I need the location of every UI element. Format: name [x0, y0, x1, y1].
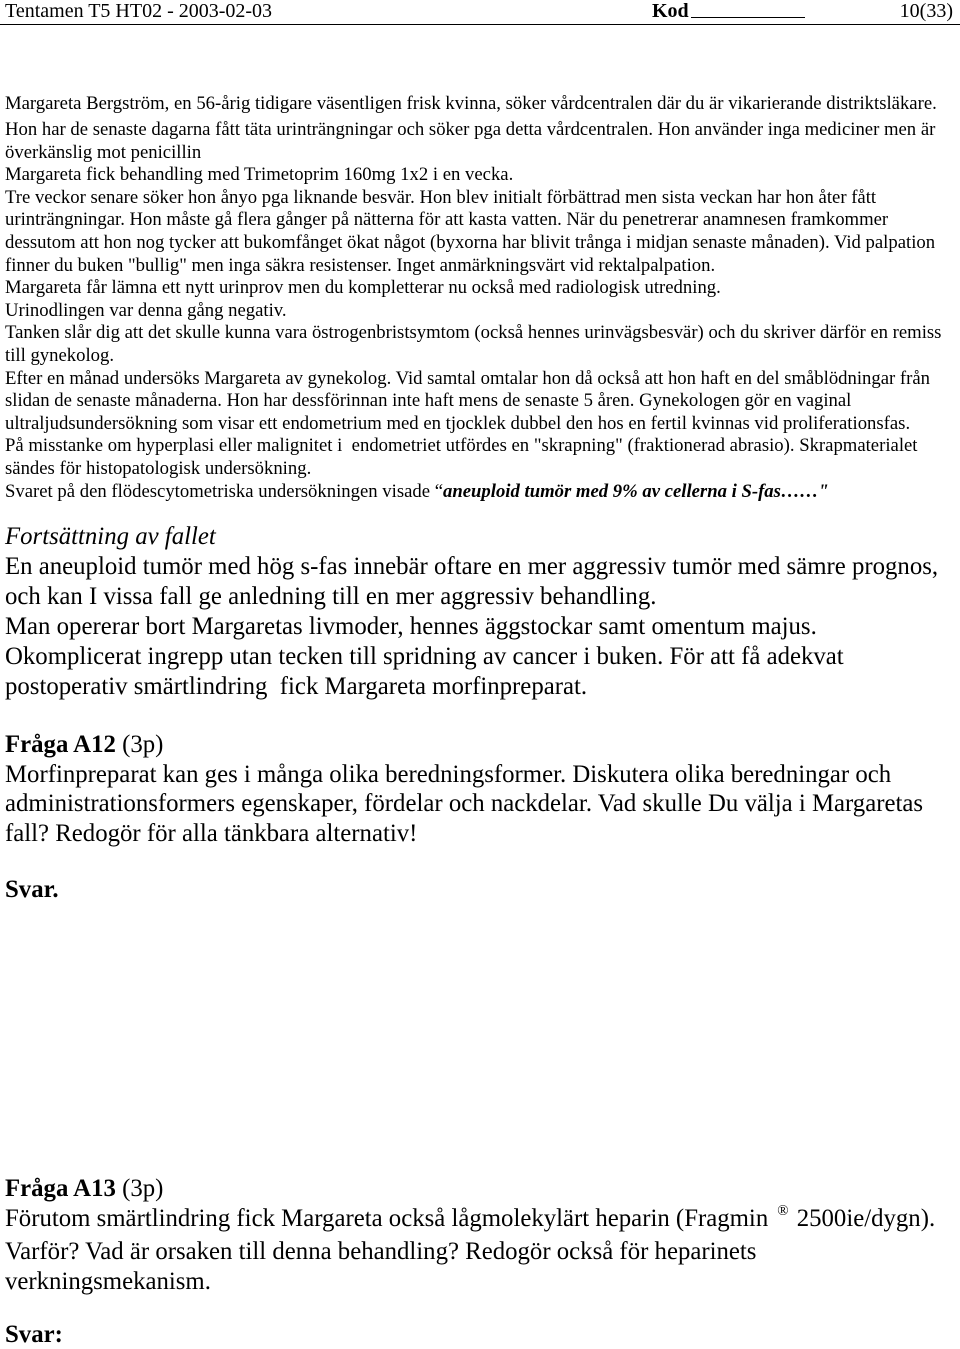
case-line: ultraljudsundersökning som visar ett endometrium med en tjocklek dubbel den hos en fertil kvinnas vid proliferationsfas.	[5, 412, 911, 434]
case-result-finding: aneuploid tumör med 9% av cellerna i S-fas……"	[443, 480, 829, 502]
question-a12-line: fall? Redogör för alla tänkbara alternativ!	[5, 819, 418, 847]
case-line: överkänslig mot penicillin	[5, 141, 202, 163]
question-a12-heading	[5, 730, 923, 760]
case-continuation	[5, 522, 938, 702]
case-line: Hon har de senaste dagarna fått täta urinträngningar och söker pga detta vårdcentralen. Hon använder inga mediciner men är	[5, 119, 936, 140]
case-line: Urinodlingen var denna gång negativ.	[5, 299, 287, 321]
question-a13-line-start: Förutom smärtlindring fick Margareta också lågmolekylärt heparin (Fragmin	[5, 1205, 769, 1232]
case-line: Efter en månad undersöks Margareta av gynekolog. Vid samtal omtalar hon då också att hon haft en del småblödningar från	[5, 367, 931, 389]
case-line: sändes för histopatologisk undersökning.	[5, 457, 312, 479]
exam-title: Tentamen T5 HT02 - 2003-02-03	[5, 0, 273, 22]
registered-trademark-icon: ®	[777, 1202, 789, 1219]
answer-a12	[5, 875, 59, 905]
question-a12-line: Morfinpreparat kan ges i många olika beredningsformer. Diskutera olika beredningar och	[5, 760, 892, 788]
header-rule	[0, 24, 960, 25]
code-label: Kod	[652, 0, 689, 22]
question-a13-line: Varför? Vad är orsaken till denna behandling? Redogör också för heparinets	[5, 1238, 757, 1265]
continuation-line: Okomplicerat ingrepp utan tecken till spridning av cancer i buken. För att få adekvat	[5, 643, 844, 670]
page-header	[0, 0, 960, 22]
case-result-line	[5, 481, 941, 504]
case-intro-line: Margareta Bergström, en 56-årig tidigare väsentligen frisk kvinna, söker vårdcentralen där du är vikarierande distriktsläkare.	[5, 93, 937, 114]
case-line: finner du buken "bullig" men inga säkra resistenser. Inget anmärkningsvärt vid rektalpalpation.	[5, 254, 716, 276]
continuation-line: En aneuploid tumör med hög s-fas innebär oftare en mer aggressiv tumör med sämre prognos,	[5, 553, 939, 580]
question-a13-points: (3p)	[122, 1175, 164, 1202]
question-a13-label: Fråga A13	[5, 1175, 116, 1202]
question-a13	[5, 1174, 935, 1297]
question-a12	[5, 730, 923, 848]
question-a13-line	[5, 1204, 935, 1237]
case-result-prefix: Svaret på den flödescytometriska undersökningen visade “	[5, 480, 443, 502]
question-a12-points: (3p)	[122, 731, 164, 758]
page-number: 10(33)	[899, 0, 953, 22]
case-line: till gynekolog.	[5, 344, 115, 366]
case-line: På misstanke om hyperplasi eller malignitet i endometriet utfördes en "skrapning" (fraktionerad abrasio). Skrapmaterialet	[5, 435, 918, 457]
answer-a13-label: Svar:	[5, 1321, 63, 1348]
code-blank-line	[691, 17, 805, 18]
case-line: Margareta fick behandling med Trimetoprim 160mg 1x2 i en vecka.	[5, 164, 514, 186]
case-line: Margareta får lämna ett nytt urinprov men du kompletterar nu också med radiologisk utredning.	[5, 277, 721, 299]
case-line: slidan de senaste månaderna. Hon har dessförinnan inte haft mens de senaste 5 åren. Gynekologen gör en vaginal	[5, 390, 852, 412]
answer-a13	[5, 1323, 63, 1347]
question-a12-line: administrationsformers egenskaper, fördelar och nackdelar. Vad skulle Du välja i Margaretas	[5, 790, 924, 817]
case-line: Tre veckor senare söker hon ånyo pga liknande besvär. Hon blev initialt förbättrad men sista veckan har hon åter fått	[5, 186, 877, 208]
case-line: urinträngningar. Hon måste gå flera gånger på nätterna för att kasta vatten. När du penetrerar anamnesen framkommer	[5, 209, 889, 231]
continuation-line: Man opererar bort Margaretas livmoder, hennes äggstockar samt omentum majus.	[5, 613, 817, 640]
continuation-line: postoperativ smärtlindring fick Margareta morfinpreparat.	[5, 673, 588, 700]
continuation-heading: Fortsättning av fallet	[5, 523, 216, 550]
question-a12-label: Fråga A12	[5, 731, 116, 758]
case-description	[5, 119, 941, 503]
case-line: dessutom att hon nog tycker att bukomfånget ökat något (byxorna har blivit trånga i midjan senaste månaden). Vid palpation	[5, 231, 936, 253]
continuation-line: och kan I vissa fall ge anledning till en mer aggressiv behandling.	[5, 583, 657, 610]
question-a13-heading	[5, 1174, 935, 1204]
question-a13-line: verkningsmekanism.	[5, 1268, 211, 1295]
case-intro	[5, 93, 937, 116]
question-a13-line-end: 2500ie/dygn).	[796, 1205, 936, 1232]
case-line: Tanken slår dig att det skulle kunna vara östrogenbristsymtom (också hennes urinvägsbesvär) och du skriver därför en remiss	[5, 322, 942, 344]
answer-a12-label: Svar.	[5, 876, 59, 903]
